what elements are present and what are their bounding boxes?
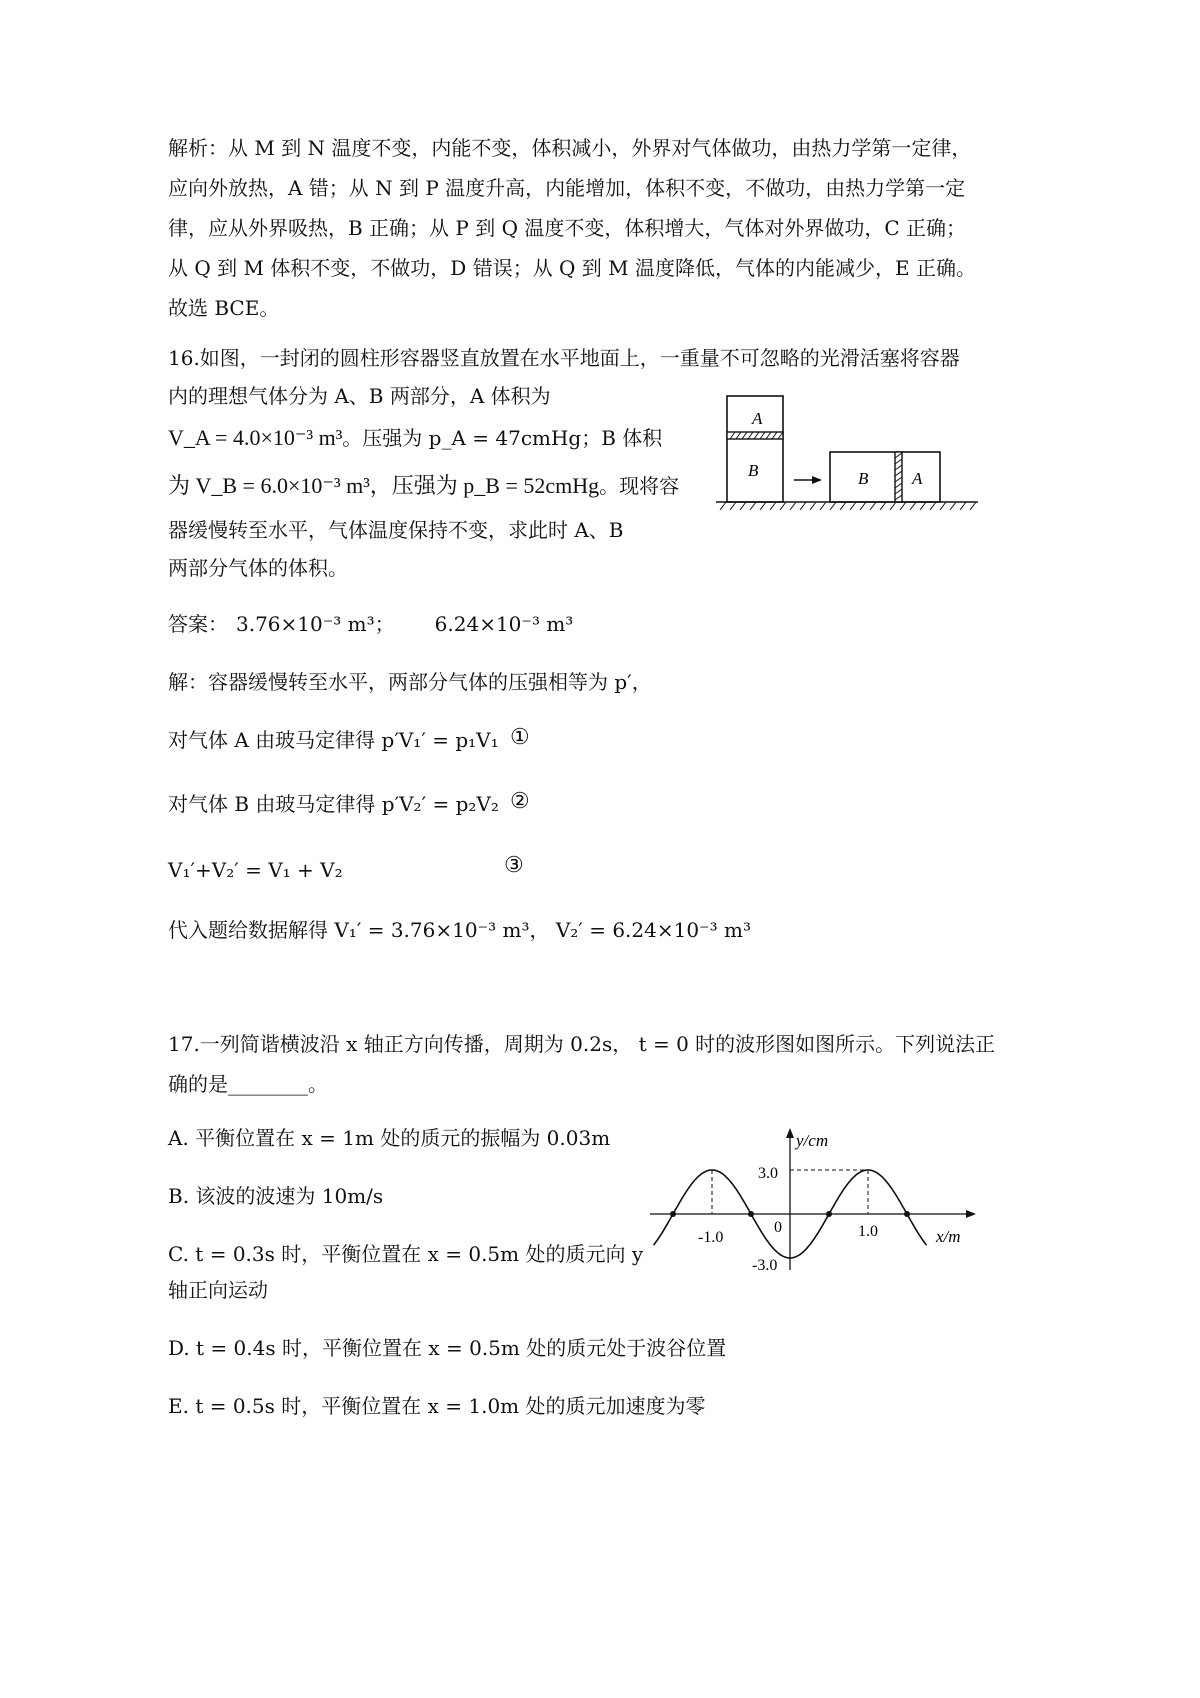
x-tick-negative: -1.0 — [698, 1229, 724, 1246]
y-axis-arrow — [786, 1128, 794, 1138]
q17-option-c-1: C. t = 0.3s 时，平衡位置在 x = 0.5m 处的质元向 y — [168, 1242, 644, 1266]
crossing-dot — [748, 1211, 754, 1217]
x-axis-label: x/m — [936, 1227, 961, 1246]
horizontal-cylinder — [830, 452, 940, 502]
q16-line-3 — [168, 424, 662, 452]
q16-eq1-number: ① — [510, 725, 530, 750]
y-tick-positive: 3.0 — [758, 1165, 778, 1182]
q16-answer-1: 3.76×10⁻³ m³； — [236, 612, 395, 636]
q16-result: 代入题给数据解得 V₁′ = 3.76×10⁻³ m³， V₂′ = 6.24×10⁻³ m³ — [168, 918, 751, 942]
analysis-line-1: 解析：从 M 到 N 温度不变，内能不变，体积减小，外界对气体做功，由热力学第一定律， — [168, 136, 972, 160]
crossing-dot — [826, 1211, 832, 1217]
q17-option-b: B. 该波的波速为 10m/s — [168, 1184, 384, 1208]
q16-line-6: 两部分气体的体积。 — [168, 556, 348, 580]
q16-va-formula: V_A = 4.0×10⁻³ m³ — [168, 425, 343, 450]
q16-answer-2: 6.24×10⁻³ m³ — [434, 612, 574, 636]
q16-eq1: 对气体 A 由玻马定律得 p′V₁′ = p₁V₁ — [168, 728, 499, 752]
analysis-line-4: 从 Q 到 M 体积不变，不做功，D 错误；从 Q 到 M 温度降低，气体的内能减少，E 正确。 — [168, 256, 976, 280]
q17-line-2: 确的是________。 — [168, 1072, 328, 1096]
q16-line-1: 16.如图，一封闭的圆柱形容器竖直放置在水平地面上，一重量不可忽略的光滑活塞将容器 — [168, 346, 960, 370]
y-tick-negative: -3.0 — [752, 1257, 778, 1274]
crossing-dot — [904, 1211, 910, 1217]
origin-label: 0 — [774, 1219, 782, 1236]
q16-eq3: V₁′+V₂′ = V₁ + V₂ — [168, 858, 343, 882]
y-axis-label: y/cm — [796, 1131, 829, 1150]
x-tick-positive: 1.0 — [858, 1223, 878, 1240]
q16-eq2-number: ② — [510, 789, 530, 814]
analysis-line-3: 律，应从外界吸热，B 正确；从 P 到 Q 温度不变，体积增大，气体对外界做功，C 正确； — [168, 216, 966, 240]
cylinder-figure — [712, 392, 982, 520]
q16-eq3-number: ③ — [504, 853, 524, 878]
q16-line-3-text: 。压强为 p_A = 47cmHg；B 体积 — [342, 426, 663, 450]
q17-option-e: E. t = 0.5s 时，平衡位置在 x = 1.0m 处的质元加速度为零 — [168, 1394, 706, 1418]
q16-line-5: 器缓慢转至水平，气体温度保持不变，求此时 A、B — [168, 518, 624, 542]
q17-option-c-2: 轴正向运动 — [168, 1278, 268, 1302]
horizontal-label-a: A — [912, 469, 923, 488]
q16-answer — [168, 610, 573, 638]
q16-line-4 — [168, 472, 679, 500]
crossing-dot — [670, 1211, 676, 1217]
wave-graph — [640, 1120, 980, 1280]
vertical-label-a: A — [752, 409, 763, 428]
analysis-line-2: 应向外放热，A 错；从 N 到 P 温度升高，内能增加，体积不变，不做功，由热力学第一定 — [168, 176, 966, 200]
q16-eq2: 对气体 B 由玻马定律得 p′V₂′ = p₂V₂ — [168, 792, 499, 816]
analysis-line-5: 故选 BCE。 — [168, 296, 280, 320]
horizontal-label-b: B — [858, 469, 869, 488]
q16-line-4-text: 。现将容 — [599, 474, 680, 498]
q16-line-2: 内的理想气体分为 A、B 两部分，A 体积为 — [168, 384, 551, 408]
q16-vb-formula: 为 V_B = 6.0×10⁻³ m³，压强为 p_B = 52cmHg — [168, 473, 600, 498]
q17-option-a: A. 平衡位置在 x = 1m 处的质元的振幅为 0.03m — [168, 1126, 611, 1150]
q17-line-1: 17.一列简谐横波沿 x 轴正方向传播，周期为 0.2s， t = 0 时的波形图如图所示。下列说法正 — [168, 1032, 996, 1056]
q17-option-d: D. t = 0.4s 时，平衡位置在 x = 0.5m 处的质元处于波谷位置 — [168, 1336, 727, 1360]
ground-hatch — [720, 502, 976, 510]
arrow-head — [812, 476, 822, 484]
q16-answer-label: 答案： — [168, 612, 228, 636]
vertical-label-b: B — [748, 461, 759, 480]
x-axis-arrow — [966, 1210, 976, 1218]
q16-solution-intro: 解：容器缓慢转至水平，两部分气体的压强相等为 p′， — [168, 670, 652, 694]
